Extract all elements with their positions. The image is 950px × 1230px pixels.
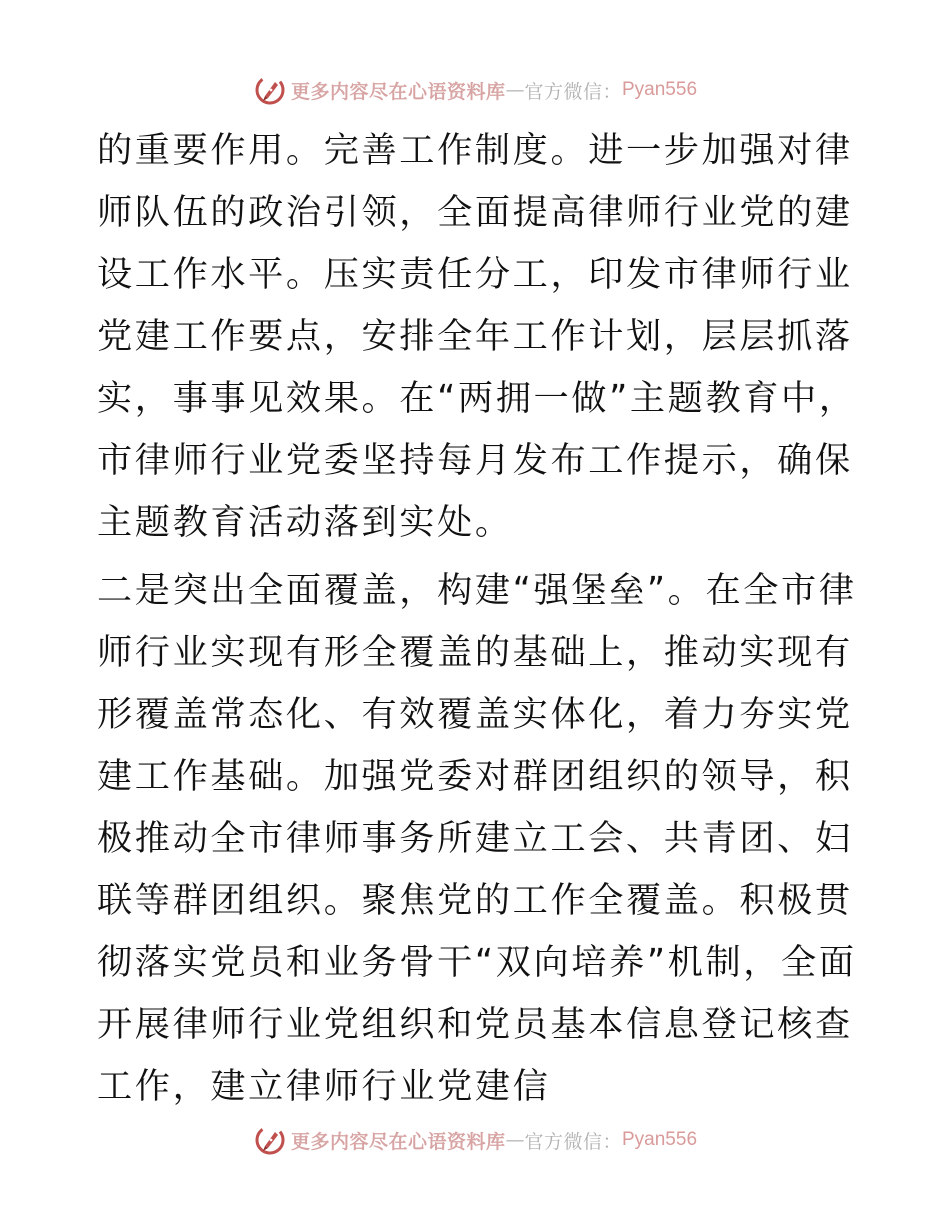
watermark-contact-id: Pyan556 (622, 1129, 698, 1150)
watermark-text: 更多内容尽在心语资料库 (290, 1130, 506, 1153)
watermark-separator: — (505, 79, 525, 101)
watermark-contact-label: 官方微信： (524, 1130, 622, 1153)
header-watermark (0, 70, 950, 110)
watermark-contact-id: Pyan556 (622, 79, 698, 100)
watermark-text: 更多内容尽在心语资料库 (290, 80, 506, 103)
paragraph-1: 的重要作用。完善工作制度。进一步加强对律师队伍的政治引领，全面提高律师行业党的建设工作水平。压实责任分工，印发市律师行业党建工作要点，安排全年工作计划，层层抓落实，事事见效果。在“两拥一做”主题教育中，市律师行业党委坚持每月发布工作提示，确保主题教育活动落到实处。 (97, 130, 857, 543)
paragraph-2: 二是突出全面覆盖，构建“强堡垒”。在全市律师行业实现有形全覆盖的基础上，推动实现有形覆盖常态化、有效覆盖实体化，着力夯实党建工作基础。加强党委对群团组织的领导，积极推动全市律师事务所建立工会、共青团、妇联等群团组织。聚焦党的工作全覆盖。积极贯彻落实党员和业务骨干“双向培养”机制，全面开展律师行业党组织和党员基本信息登记核查工作，建立律师行业党建信 (97, 570, 857, 1107)
watermark-separator: — (505, 1129, 525, 1151)
footer-watermark (0, 1120, 950, 1160)
pen-nib-circle-icon (253, 73, 287, 107)
pen-nib-circle-icon (253, 1123, 287, 1157)
document-body (97, 120, 857, 1118)
watermark-contact-label: 官方微信： (524, 80, 622, 103)
